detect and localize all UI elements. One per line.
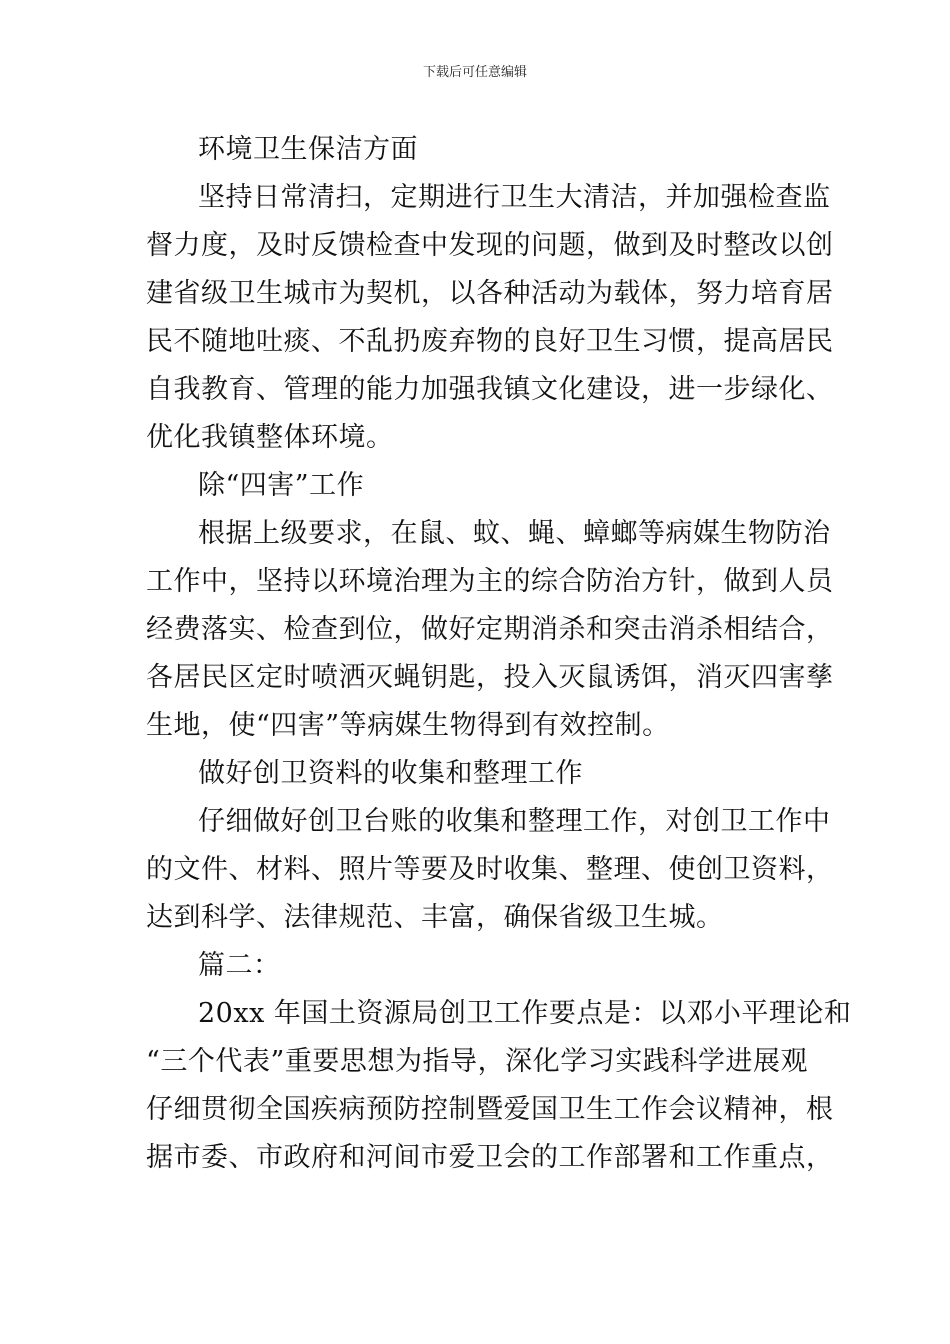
paragraph-line: 工作中，坚持以环境治理为主的综合防治方针，做到人员 (146, 566, 834, 597)
paragraph-line: “三个代表”重要思想为指导，深化学习实践科学进展观 (146, 1046, 808, 1077)
section-heading: 环境卫生保洁方面 (198, 134, 418, 165)
paragraph-line: 达到科学、法律规范、丰富，确保省级卫生城。 (146, 902, 724, 933)
section-four-pests (146, 462, 834, 750)
paragraph-line: 优化我镇整体环境。 (146, 422, 394, 453)
paragraph-line: 生地，使“四害”等病媒生物得到有效控制。 (146, 710, 670, 741)
section-part-two (146, 942, 852, 1182)
document-body (146, 126, 852, 1182)
paragraph-line: 仔细做好创卫台账的收集和整理工作，对创卫工作中 (198, 806, 831, 837)
paragraph-line: 自我教育、管理的能力加强我镇文化建设，进一步绿化、 (146, 374, 834, 405)
paragraph-line: 仔细贯彻全国疾病预防控制暨爱国卫生工作会议精神，根 (146, 1094, 834, 1125)
section-heading: 除“四害”工作 (198, 470, 365, 501)
section-heading: 做好创卫资料的收集和整理工作 (198, 758, 583, 789)
paragraph-line: 根据上级要求，在鼠、蚊、蝇、蟑螂等病媒生物防治 (198, 518, 831, 549)
page-header-note: 下载后可任意编辑 (422, 65, 527, 80)
paragraph-line: 的文件、材料、照片等要及时收集、整理、使创卫资料， (146, 854, 834, 885)
section-records (146, 750, 834, 942)
paragraph-line: 据市委、市政府和河间市爱卫会的工作部署和工作重点， (146, 1142, 834, 1173)
paragraph-line: 各居民区定时喷洒灭蝇钥匙，投入灭鼠诱饵，消灭四害孳 (146, 662, 834, 693)
paragraph-line: 建省级卫生城市为契机，以各种活动为载体，努力培育居 (146, 278, 834, 309)
paragraph-line: 20xx 年国土资源局创卫工作要点是：以邓小平理论和 (198, 998, 852, 1029)
section-environment (146, 126, 834, 462)
paragraph-line: 经费落实、检查到位，做好定期消杀和突击消杀相结合， (146, 614, 834, 645)
section-heading: 篇二： (198, 950, 281, 981)
paragraph-line: 坚持日常清扫，定期进行卫生大清洁，并加强检查监 (198, 182, 831, 213)
paragraph-line: 民不随地吐痰、不乱扔废弃物的良好卫生习惯，提高居民 (146, 326, 834, 357)
paragraph-line: 督力度，及时反馈检查中发现的问题，做到及时整改以创 (146, 230, 834, 261)
